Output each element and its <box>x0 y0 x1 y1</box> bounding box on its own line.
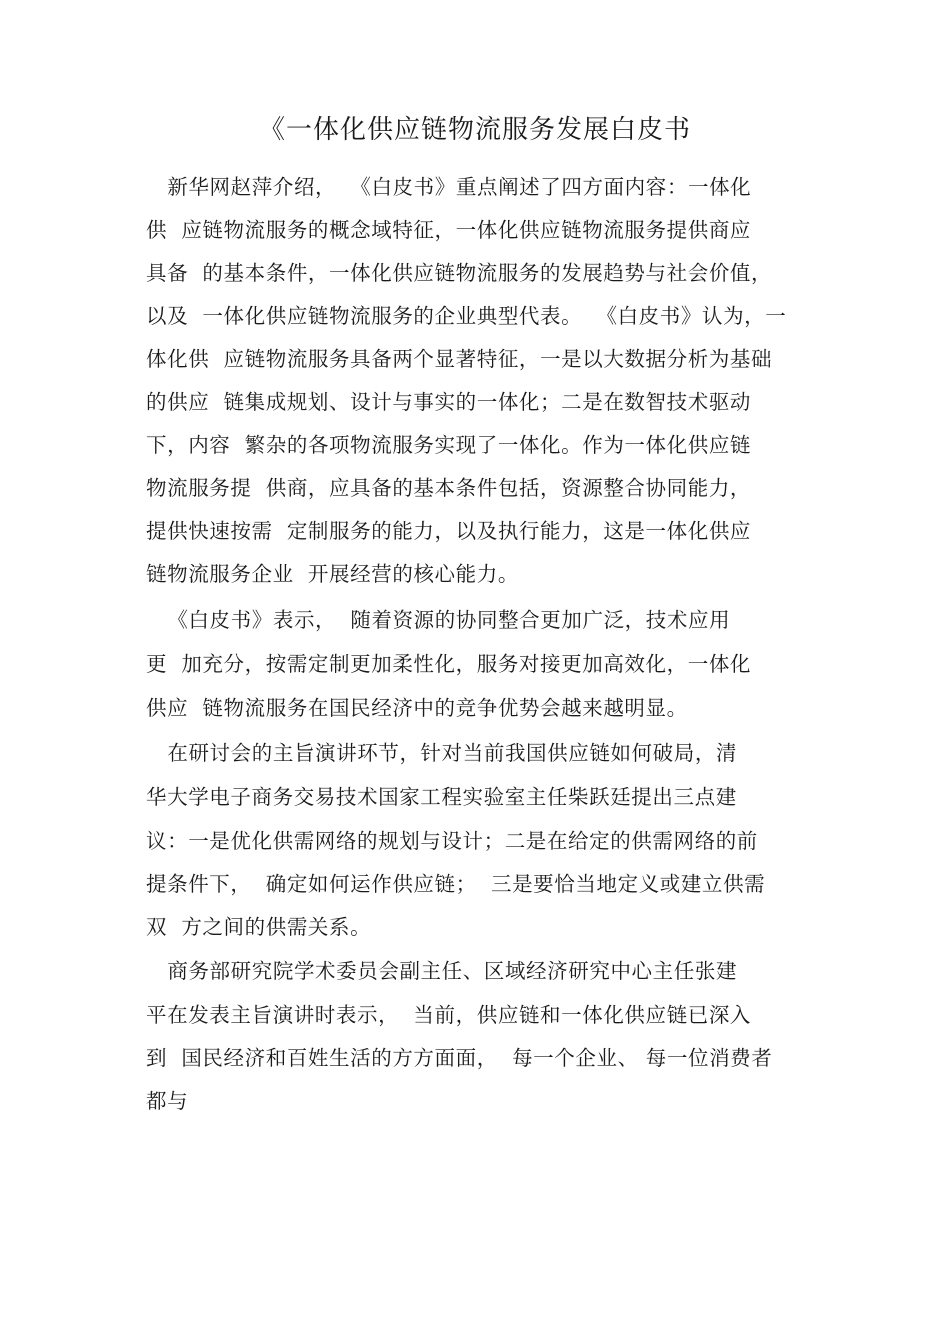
body-line: 物流服务提 供商，应具备的基本条件包括，资源整合协同能力， <box>146 476 752 500</box>
body-line: 体化供 应链物流服务具备两个显著特征，一是以大数据分析为基础 <box>146 347 773 371</box>
body-line: 具备 的基本条件，一体化供应链物流服务的发展趋势与社会价值， <box>146 261 773 285</box>
body-line: 更 加充分，按需定制更加柔性化，服务对接更加高效化，一体化 <box>146 652 752 676</box>
body-line: 华大学电子商务交易技术国家工程实验室主任柴跃廷提出三点建 <box>146 785 737 809</box>
body-line: 在研讨会的主旨演讲环节，针对当前我国供应链如何破局，清 <box>146 741 738 765</box>
body-line: 都与 <box>146 1089 189 1113</box>
document-title: 《一体化供应链物流服务发展白皮书 <box>258 115 691 145</box>
body-line: 的供应 链集成规划、设计与事实的一体化；二是在数智技术驱动 <box>146 390 752 414</box>
body-line: 议：一是优化供需网络的规划与设计；二是在给定的供需网络的前 <box>146 829 758 853</box>
body-line: 提供快速按需 定制服务的能力，以及执行能力，这是一体化供应 <box>146 519 752 543</box>
body-line: 到 国民经济和百姓生活的方方面面， 每一个企业、 每一位消费者 <box>146 1046 773 1070</box>
body-line: 《白皮书》表示， 随着资源的协同整合更加广泛，技术应用 <box>146 608 731 632</box>
body-line: 平在发表主旨演讲时表示， 当前，供应链和一体化供应链已深入 <box>146 1003 752 1027</box>
body-line: 以及 一体化供应链物流服务的企业典型代表。 《白皮书》认为，一 <box>146 304 787 328</box>
body-line: 链物流服务企业 开展经营的核心能力。 <box>146 562 519 586</box>
body-line: 供应 链物流服务在国民经济中的竞争优势会越来越明显。 <box>146 696 688 720</box>
body-line: 商务部研究院学术委员会副主任、区域经济研究中心主任张建 <box>146 959 738 983</box>
body-line: 下，内容 繁杂的各项物流服务实现了一体化。作为一体化供应链 <box>146 433 752 457</box>
body-line: 双 方之间的供需关系。 <box>146 915 372 939</box>
body-line: 新华网赵萍介绍， 《白皮书》重点阐述了四方面内容：一体化 <box>146 175 752 199</box>
body-line: 提条件下， 确定如何运作供应链； 三是要恰当地定义或建立供需 <box>146 872 766 896</box>
body-line: 供 应链物流服务的概念域特征，一体化供应链物流服务提供商应 <box>146 218 752 242</box>
